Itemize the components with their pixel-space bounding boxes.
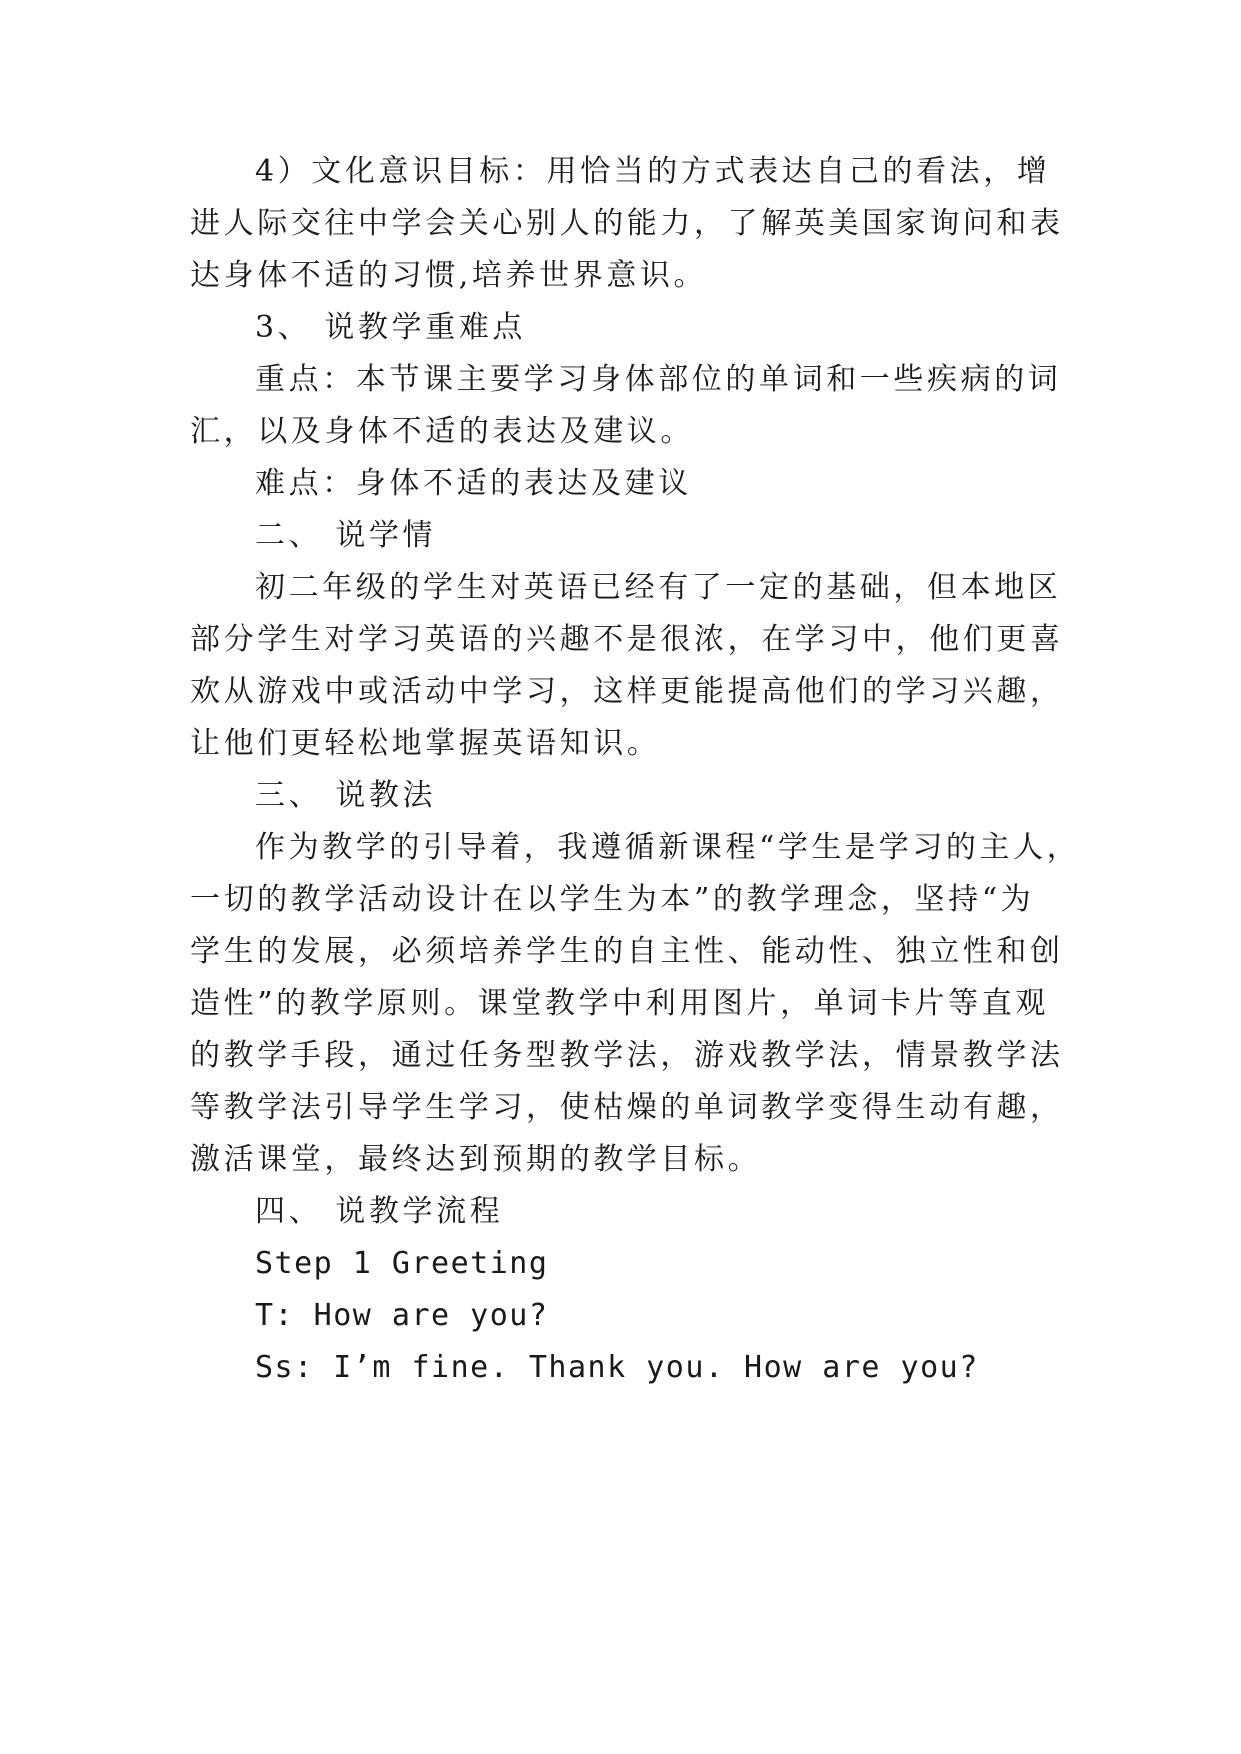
paragraph-line: 进人际交往中学会关心别人的能力，了解英美国家询问和表 xyxy=(190,206,1064,241)
section-heading: 三、 说教法 xyxy=(255,778,437,813)
paragraph-line: 达身体不适的习惯,培养世界意识。 xyxy=(190,258,708,293)
paragraph-line: 4）文化意识目标：用恰当的方式表达自己的看法，增 xyxy=(255,154,1051,189)
dialogue-line: Ss: I’m fine. Thank you. How are you? xyxy=(255,1350,979,1385)
paragraph-line: 难点：身体不适的表达及建议 xyxy=(255,466,692,501)
dialogue-line: T: How are you? xyxy=(255,1298,549,1333)
paragraph-line: 初二年级的学生对英语已经有了一定的基础，但本地区 xyxy=(255,570,1062,605)
paragraph-line: 作为教学的引导着，我遵循新课程“学生是学习的主人， xyxy=(255,830,1081,865)
paragraph-line: 汇，以及身体不适的表达及建议。 xyxy=(190,414,694,449)
paragraph-line: 欢从游戏中或活动中学习，这样更能提高他们的学习兴趣， xyxy=(190,674,1064,709)
paragraph-line: 重点：本节课主要学习身体部位的单词和一些疾病的词 xyxy=(255,362,1062,397)
paragraph-line: 让他们更轻松地掌握英语知识。 xyxy=(190,726,661,761)
paragraph-line: 造性”的教学原则。课堂教学中利用图片，单词卡片等直观 xyxy=(190,986,1049,1021)
paragraph-line: 一切的教学活动设计在以学生为本”的教学理念，坚持“为 xyxy=(190,882,1035,917)
section-heading: 四、 说教学流程 xyxy=(255,1194,504,1229)
step-heading: Step 1 Greeting xyxy=(255,1246,549,1281)
paragraph-line: 激活课堂，最终达到预期的教学目标。 xyxy=(190,1142,762,1177)
section-heading: 3、 说教学重难点 xyxy=(255,310,527,345)
paragraph-line: 等教学法引导学生学习，使枯燥的单词教学变得生动有趣， xyxy=(190,1090,1064,1125)
paragraph-line: 的教学手段，通过任务型教学法，游戏教学法，情景教学法 xyxy=(190,1038,1064,1073)
section-heading: 二、 说学情 xyxy=(255,518,437,553)
paragraph-line: 学生的发展，必须培养学生的自主性、能动性、独立性和创 xyxy=(190,934,1064,969)
paragraph-line: 部分学生对学习英语的兴趣不是很浓，在学习中，他们更喜 xyxy=(190,622,1064,657)
